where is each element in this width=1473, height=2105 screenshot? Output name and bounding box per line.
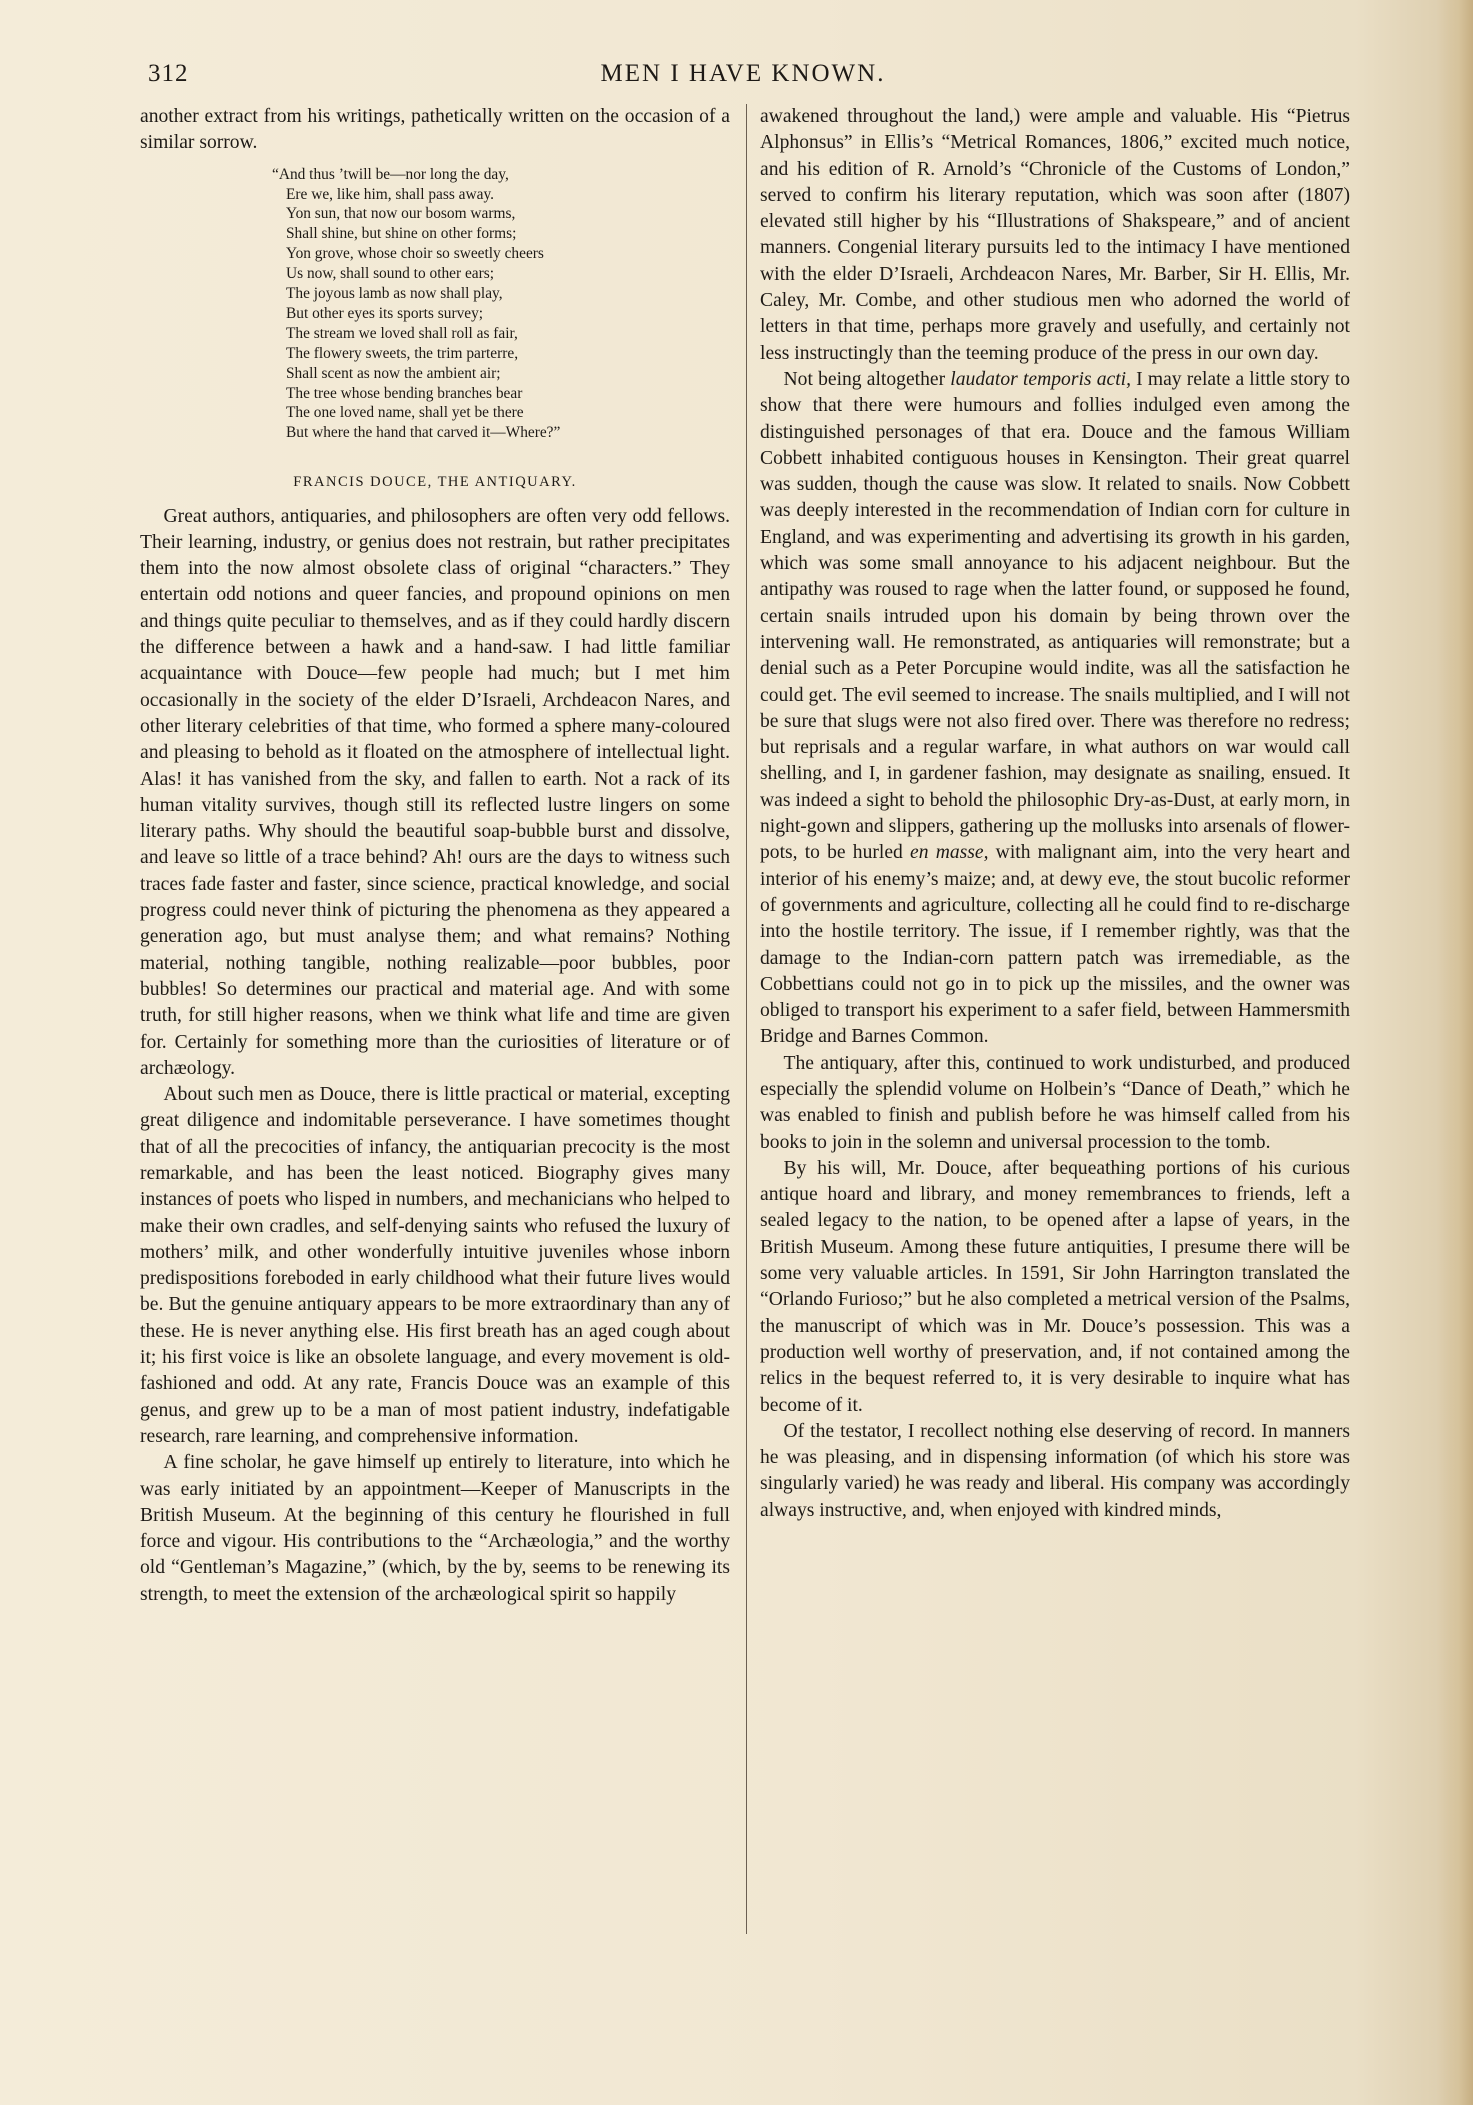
text-run: I may relate a little story to show that there were humours and follies indulged even among the distinguished personages of that era. Douce and the famous William Cobbett inhabited contiguous houses in Kensington. Their great quarrel was sudden, though the cause was slow. It related to snails. Now Cobbett was deeply interested in the recommendation of Indian corn for culture in England, and was experimenting and advertising its growth in his garden, which was some small annoyance to his adjacent neighbour. But the antipathy was roused to rage when the latter found, or supposed he found, certain snails intruded upon his domain by being thrown over the intervening wall. He remonstrated, as antiquaries will remonstrate; but a denial such as a Peter Porcupine would indite, was all the satisfaction he could get. The evil seemed to increase. The snails multiplied, and I will not be sure that slugs were not also fired over. There was therefore no redress; but reprisals and a regular warfare, in what authors on war would call shelling, and I, in gardener fashion, may designate as snailing, ensued. It was indeed a sight to behold the philosophic Dry-as-Dust, at early morn, in night-gown and slippers, gathering up the mollusks into arsenals of flower-pots, to be hurled — [760, 368, 1350, 864]
poem-line: Us now, shall sound to other ears; — [286, 265, 495, 283]
poem-line: The flowery sweets, the trim parterre, — [286, 344, 519, 362]
poem-line: Shall shine, but shine on other forms; — [286, 225, 517, 243]
poem-line: “And thus ’twill be—nor long the day, — [272, 165, 509, 183]
paragraph: The antiquary, after this, continued to work undisturbed, and produced especially the splendid volume on Holbein’s “Dance of Death,” which he was enabled to finish and publish before he was himself called from his books to join in the solemn and universal procession to the tomb. — [760, 1052, 1350, 1153]
text-run: Not being altogether — [783, 368, 951, 390]
poem-line: The joyous lamb as now shall play, — [286, 285, 503, 303]
page-edge — [1437, 0, 1473, 2105]
poem-line: The tree whose bending branches bear — [286, 384, 523, 402]
poem-line: Yon sun, that now our bosom warms, — [286, 205, 516, 223]
poem-line: The one loved name, shall yet be there — [286, 404, 524, 422]
poem — [272, 165, 730, 444]
intro-paragraph: another extract from his writings, pathetically written on the occasion of a similar sorrow. — [140, 106, 730, 154]
poem-line: Yon grove, whose choir so sweetly cheers — [286, 245, 544, 263]
page-header — [148, 60, 1338, 100]
right-column — [760, 104, 1350, 2039]
column-divider — [746, 104, 747, 1934]
latin-phrase: laudator temporis acti, — [950, 368, 1131, 390]
paragraph: A fine scholar, he gave himself up entirely to literature, into which he was early initiated by an appointment—Keeper of Manuscripts in the British Museum. At the beginning of this century he flourished in full force and vigour. His contributions to the “Archæologia,” and the worthy old “Gentleman’s Magazine,” (which, by the by, seems to be renewing its strength, to meet the extension of the archæological spirit so happily — [140, 1452, 730, 1605]
poem-line: But where the hand that carved it—Where?” — [286, 424, 561, 442]
poem-line: The stream we loved shall roll as fair, — [286, 324, 518, 342]
running-head: MEN I HAVE KNOWN. — [600, 60, 886, 87]
poem-line: But other eyes its sports survey; — [286, 304, 484, 322]
section-heading: FRANCIS DOUCE, THE ANTIQUARY. — [293, 474, 577, 491]
continuation-paragraph: awakened throughout the land,) were ample and valuable. His “Pietrus Alphonsus” in Ellis’s “Metrical Romances, 1806,” excited much notice, and his edition of R. Arnold’s “Chronicle of the Customs of London,” served to confirm his literary reputation, which was soon after (1807) elevated still higher by his “Illustrations of Shakspeare,” and of ancient manners. Congenial literary pursuits led to the intimacy I have mentioned with the elder D’Israeli, Archdeacon Nares, Mr. Barber, Sir H. Ellis, Mr. Caley, Mr. Combe, and other studious men who adorned the world of letters in that time, perhaps more gravely and usefully, and certainly not less instructingly than the teeming produce of the press in our own day. — [760, 106, 1350, 364]
poem-line: Shall scent as now the ambient air; — [286, 364, 501, 382]
paragraph — [760, 367, 1350, 1051]
left-column — [140, 104, 730, 2039]
page-number: 312 — [148, 60, 189, 87]
paragraph: Of the testator, I recollect nothing else deserving of record. In manners he was pleasing, and in dispensing information (of which his store was singularly varied) he was ready and liberal. His company was accordingly always instructive, and, when enjoyed with kindred minds, — [760, 1420, 1350, 1521]
paragraph: About such men as Douce, there is little practical or material, excepting great diligence and indomitable perseverance. I have sometimes thought that of all the precocities of infancy, the antiquarian precocity is the most remarkable, and has been the least noticed. Biography gives many instances of poets who lisped in numbers, and mechanicians who helped to make their own cradles, and self-denying saints who refused the luxury of mothers’ milk, and other wonderfully intuitive juveniles whose inborn predispositions foreboded in early childhood what their future lives would be. But the genuine antiquary appears to be more extraordinary than any of these. He is never anything else. His first breath has an aged cough about it; his first voice is like an obsolete language, and every movement is old-fashioned and odd. At any rate, Francis Douce was an example of this genus, and grew up to be a man of most patient industry, indefatigable research, rare learning, and comprehensive information. — [140, 1084, 730, 1447]
text-run: with malignant aim, into the very heart and interior of his enemy’s maize; and, at dewy eve, the stout bucolic reformer of governments and agriculture, collecting all he could find to re-discharge into the hostile territory. The issue, if I remember rightly, was that the damage to the Indian-corn pattern patch was irremediable, as the Cobbettians could not go in to pick up the missiles, and the owner was obliged to transport his experiment to a safer field, between Hammersmith Bridge and Barnes Common. — [760, 842, 1350, 1048]
paragraph: By his will, Mr. Douce, after bequeathing portions of his curious antique hoard and library, and money remembrances to friends, left a sealed legacy to the nation, to be opened after a lapse of years, in the British Museum. Among these future antiquities, I presume there will be some very valuable articles. In 1591, Sir John Harrington translated the “Orlando Furioso;” but he also completed a metrical version of the Psalms, the manuscript of which was in Mr. Douce’s possession. This was a production well worthy of preservation, and, if not contained among the relics in the bequest referred to, it is very desirable to inquire what has become of it. — [760, 1157, 1350, 1416]
paragraph: Great authors, antiquaries, and philosophers are often very odd fellows. Their learning, industry, or genius does not restrain, but rather precipitates them into the now almost obsolete class of original “characters.” They entertain odd notions and queer fancies, and propound opinions on men and things quite peculiar to themselves, and as if they could hardly discern the difference between a hawk and a hand-saw. I had little familiar acquaintance with Douce—few people had much; but I met him occasionally in the society of the elder D’Israeli, Archdeacon Nares, and other literary celebrities of that time, who formed a sphere many-coloured and pleasing to behold as it floated on the atmosphere of intellectual light. Alas! it has vanished from the sky, and fallen to earth. Not a rack of its human vitality survives, though still its reflected lustre lingers on some literary paths. Why should the beautiful soap-bubble burst and dissolve, and leave so little of a trace behind? Ah! ours are the days to witness such traces fade faster and faster, since science, practical knowledge, and social progress could never think of picturing the phenomena as they appeared a generation ago, but must analyse them; and what remains? Nothing material, nothing tangible, nothing realizable—poor bubbles, poor bubbles! So determines our practical and material age. And with some truth, for still higher reasons, when we think what life and time are given for. Certainly for something more than the curiosities of literature or of archæology. — [140, 505, 730, 1079]
poem-line: Ere we, like him, shall pass away. — [286, 185, 494, 203]
french-phrase: en masse, — [910, 842, 989, 864]
